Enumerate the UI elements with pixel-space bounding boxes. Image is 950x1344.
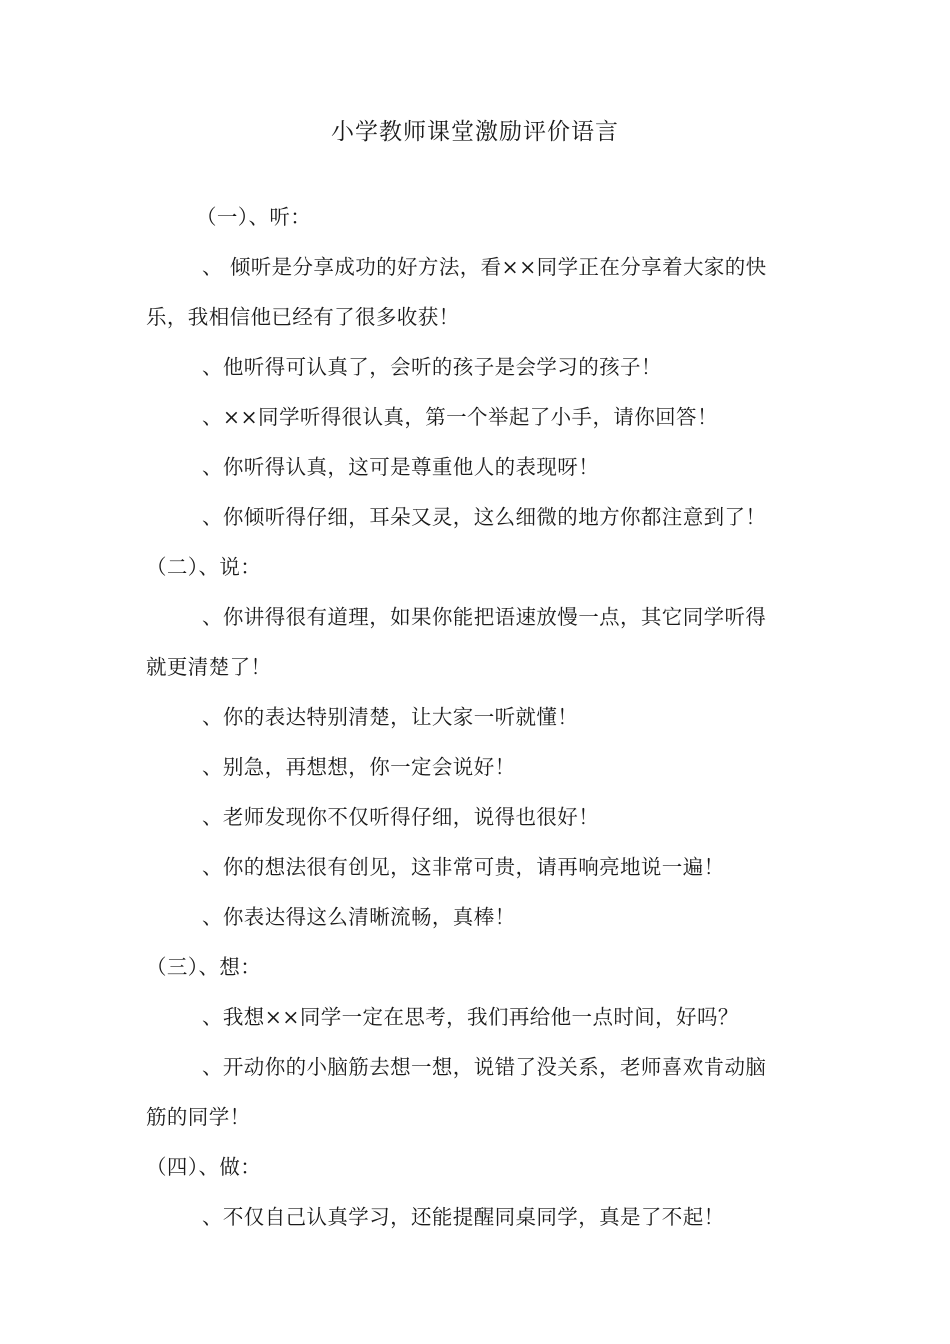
paragraph-line: 、你的表达特别清楚，让大家一听就懂！	[202, 705, 579, 729]
section-heading-listen: （一）、听：	[196, 205, 312, 229]
section-heading-speak: （二）、说：	[146, 555, 262, 579]
paragraph-line: 、开动你的小脑筋去想一想，说错了没关系，老师喜欢肯动脑	[202, 1055, 767, 1079]
paragraph-line: 、××同学听得很认真，第一个举起了小手，请你回答！	[202, 405, 718, 429]
paragraph-line: 、你表达得这么清晰流畅，真棒！	[202, 905, 516, 929]
paragraph-line: 、你听得认真，这可是尊重他人的表现呀！	[202, 455, 600, 479]
paragraph-line: 、他听得可认真了，会听的孩子是会学习的孩子！	[202, 355, 662, 379]
paragraph-line: 、老师发现你不仅听得仔细，说得也很好！	[202, 805, 600, 829]
paragraph-line: 、别急，再想想，你一定会说好！	[202, 755, 516, 779]
paragraph-line: 乐，我相信他已经有了很多收获！	[146, 305, 460, 329]
paragraph-line: 就更清楚了！	[146, 655, 272, 679]
paragraph-line: 、 倾听是分享成功的好方法，看××同学正在分享着大家的快	[202, 255, 767, 279]
document-title: 小学教师课堂激励评价语言	[331, 119, 619, 145]
paragraph-line: 、我想××同学一定在思考，我们再给他一点时间，好吗？	[202, 1005, 739, 1029]
section-heading-think: （三）、想：	[146, 955, 262, 979]
paragraph-line: 、你倾听得仔细，耳朵又灵，这么细微的地方你都注意到了！	[202, 505, 767, 529]
document-body	[146, 192, 810, 1242]
paragraph-line: 、你讲得很有道理，如果你能把语速放慢一点，其它同学听得	[202, 605, 767, 629]
paragraph-line: 、你的想法很有创见，这非常可贵，请再响亮地说一遍！	[202, 855, 725, 879]
paragraph-line: 、不仅自己认真学习，还能提醒同桌同学，真是了不起！	[202, 1205, 725, 1229]
section-heading-do: （四）、做：	[146, 1155, 262, 1179]
paragraph-line: 筋的同学！	[146, 1105, 251, 1129]
